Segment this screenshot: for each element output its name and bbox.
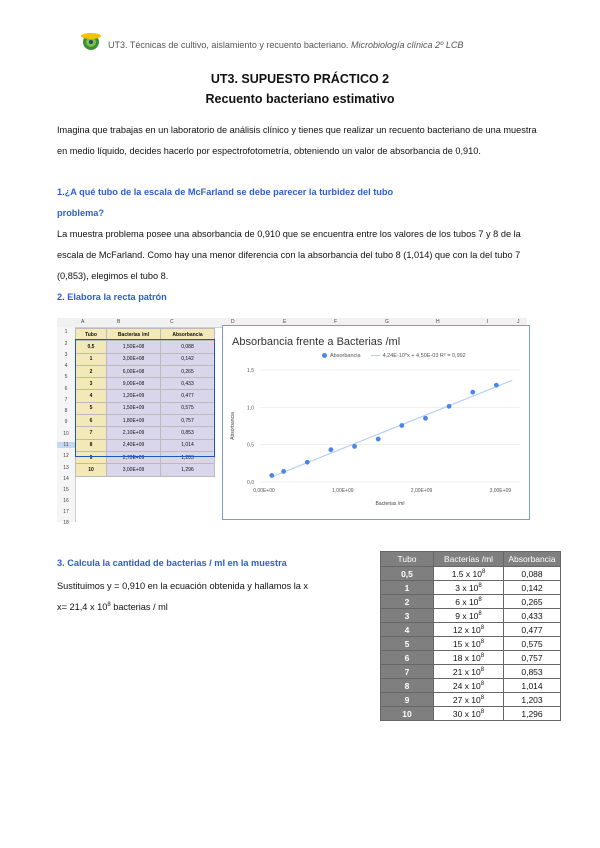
bacterias-exponent: 8 (481, 568, 486, 575)
sheet-cell[interactable]: 2,40E+09 (107, 439, 161, 451)
sheet-cell[interactable]: 6,00E+08 (107, 365, 161, 377)
col-G: G (385, 319, 389, 325)
sheet-cell[interactable]: 1 (76, 353, 107, 365)
mcfarland-bacterias (434, 637, 504, 651)
mcfarland-absorbancia: 0,575 (504, 637, 561, 651)
sheet-cell[interactable]: 3,00E+08 (107, 353, 161, 365)
mcfarland-absorbancia: 0,433 (504, 609, 561, 623)
row-6: 6 (64, 386, 68, 392)
header-text: UT3. Técnicas de cultivo, aislamiento y recuento bacteriano. (108, 40, 349, 50)
x-tick-label: 0,00E+00 (253, 488, 275, 494)
sheet-cell[interactable]: 9 (76, 451, 107, 463)
sheet-cell[interactable]: 3,00E+09 (107, 464, 161, 476)
row-18: 18 (63, 520, 69, 526)
col-E: E (283, 319, 287, 325)
mcfarland-row (381, 609, 561, 623)
question-1-line-2: problema? (57, 208, 104, 218)
bacterias-exponent: 8 (480, 694, 485, 701)
col-H: H (436, 319, 440, 325)
mcfarland-bacterias (434, 609, 504, 623)
mcfarland-bacterias (434, 707, 504, 721)
bacterias-base: 6 x 10 (455, 596, 479, 607)
sheet-cell[interactable]: 1,50E+08 (107, 341, 161, 353)
mcfarland-bacterias (434, 595, 504, 609)
mcfarland-tubo: 4 (381, 623, 434, 637)
mcfarland-tubo: 0,5 (381, 567, 434, 581)
answer-3-value: x= 21,4 x 10 (57, 602, 108, 613)
sheet-cell[interactable]: 0,5 (76, 341, 107, 353)
mcfarland-tubo: 8 (381, 679, 434, 693)
x-axis-title: Bacterias /ml (375, 501, 405, 507)
bacterias-exponent: 8 (480, 666, 485, 673)
legend-trend: 4,24E-10*x + 4,50E-03 R² = 0,992 (382, 353, 466, 359)
data-point (281, 469, 286, 474)
data-point (447, 404, 452, 409)
legend-dot-icon (322, 353, 327, 358)
y-tick-label: 0,5 (247, 442, 254, 449)
mcfarland-tubo: 9 (381, 693, 434, 707)
row-10: 10 (63, 431, 69, 437)
col-C: C (170, 319, 174, 325)
mcfarland-absorbancia: 1,014 (504, 679, 561, 693)
sheet-cell[interactable]: 1,014 (161, 439, 215, 451)
mcfarland-tubo: 6 (381, 651, 434, 665)
mcfarland-absorbancia: 0,477 (504, 623, 561, 637)
row-5: 5 (64, 374, 68, 380)
row-13: 13 (63, 465, 69, 471)
x-tick-label: 1,00E+09 (332, 488, 354, 494)
mcfarland-tubo: 3 (381, 609, 434, 623)
mcfarland-bacterias (434, 665, 504, 679)
data-point (423, 416, 428, 421)
mcfarland-absorbancia: 1,296 (504, 707, 561, 721)
sheet-cell[interactable]: 4 (76, 390, 107, 402)
answer-3-unit: bacterias / ml (110, 602, 168, 613)
mcfarland-absorbancia: 0,853 (504, 665, 561, 679)
mcfarland-table (380, 551, 561, 721)
mcfarland-absorbancia: 0,142 (504, 581, 561, 595)
mcfarland-absorbancia: 0,265 (504, 595, 561, 609)
bacterias-exponent: 8 (478, 610, 482, 617)
spreadsheet-row-header (57, 327, 76, 526)
col-A: A (81, 319, 85, 325)
bacterias-exponent: 8 (478, 596, 482, 603)
answer-1-paragraph: La muestra problema posee una absorbancia de 0,910 que se encuentra entre los valores de los tubos 7 y 8 de la escala de McFarland. Como hay una menor diferencia con la absorbancia del tubo 8 (1,014) que con la del tubo 7 (0,853), elegimos el tubo 8. (57, 229, 521, 281)
bacterias-base: 27 x 10 (452, 694, 481, 705)
sheet-cell[interactable]: 1,80E+09 (107, 415, 161, 427)
mcfarland-row (381, 581, 561, 595)
bacterias-base: 18 x 10 (452, 652, 481, 663)
sheet-cell[interactable]: 0,142 (161, 353, 215, 365)
row-16: 16 (63, 498, 69, 504)
legend-line-icon (371, 355, 380, 356)
x-tick-label: 2,00E+09 (410, 488, 433, 494)
col-D: D (231, 319, 235, 325)
data-point (399, 423, 404, 428)
bacterias-exponent: 8 (478, 582, 482, 589)
mcfarland-tubo: 2 (381, 595, 434, 609)
mcfarland-bacterias (434, 567, 504, 581)
sheet-cell[interactable]: 0,853 (161, 427, 215, 439)
y-tick-label: 0,0 (247, 480, 254, 486)
mcfarland-header-bacterias: Bacterias /ml (434, 552, 504, 567)
bacterias-base: 12 x 10 (452, 624, 481, 635)
sheet-cell[interactable]: 8 (76, 439, 107, 451)
y-tick-label: 1,0 (247, 405, 254, 412)
data-point (329, 447, 334, 452)
col-B: B (117, 319, 121, 325)
sheet-cell[interactable]: 5 (76, 402, 107, 414)
col-J: J (517, 319, 520, 325)
data-point (305, 460, 310, 465)
bacterias-exponent: 8 (480, 708, 485, 715)
question-1-line-1: 1.¿A qué tubo de la escala de McFarland se debe parecer la turbidez del tubo (57, 187, 394, 197)
bacterias-base: 3 x 10 (455, 582, 479, 593)
col-F: F (334, 319, 338, 325)
sheet-cell[interactable]: 2,70E+09 (107, 451, 161, 463)
bacterias-exponent: 8 (480, 624, 485, 631)
intro-paragraph: Imagina que trabajas en un laboratorio de análisis clínico y tienes que realizar un recuento bacteriano de una muestra en medio líquido, decides hacerlo por espectrofotometría, obteniendo un valor de absorbancia de 0,910. (57, 125, 537, 156)
sheet-cell[interactable]: 6 (76, 415, 107, 427)
mcfarland-row (381, 567, 561, 581)
row-14: 14 (63, 476, 69, 482)
sheet-cell[interactable]: 7 (76, 427, 107, 439)
mcfarland-row (381, 595, 561, 609)
mcfarland-absorbancia: 0,757 (504, 651, 561, 665)
sheet-header-bacterias[interactable]: Bacterias /ml (107, 329, 161, 341)
data-point (494, 383, 499, 388)
chart-title: Absorbancia frente a Bacterias /ml (232, 336, 401, 348)
mcfarland-tubo: 5 (381, 637, 434, 651)
mcfarland-bacterias (434, 651, 504, 665)
row-9: 9 (64, 419, 68, 425)
bacterias-exponent: 8 (480, 638, 485, 645)
sheet-cell[interactable]: 1,50E+09 (107, 402, 161, 414)
question-2: 2. Elabora la recta patrón (57, 292, 167, 302)
y-tick-label: 1,5 (247, 368, 254, 374)
legend-series: Absorbancia (330, 353, 361, 359)
sheet-cell[interactable]: 1,203 (161, 451, 215, 463)
answer-3-exponent: 8 (107, 602, 111, 608)
sheet-cell[interactable]: 0,088 (161, 341, 215, 353)
mcfarland-row (381, 679, 561, 693)
answer-3-line-2 (57, 602, 168, 612)
sheet-cell[interactable]: 9,00E+08 (107, 378, 161, 390)
sheet-cell[interactable]: 0,575 (161, 402, 215, 414)
mcfarland-bacterias (434, 581, 504, 595)
mcfarland-bacterias (434, 679, 504, 693)
scatter-chart (222, 360, 528, 518)
row-2: 2 (64, 341, 68, 347)
bacterias-base: 15 x 10 (452, 638, 481, 649)
data-point (269, 473, 274, 478)
mcfarland-absorbancia: 0,088 (504, 567, 561, 581)
mcfarland-tubo: 7 (381, 665, 434, 679)
mcfarland-row (381, 707, 561, 721)
sheet-header-absorbancia[interactable]: Absorbancia (161, 329, 215, 341)
row-1: 1 (64, 329, 68, 335)
y-axis-title: Absorbancia (230, 412, 236, 440)
chart-legend (322, 353, 466, 359)
sheet-cell[interactable]: 2,10E+09 (107, 427, 161, 439)
cell-selection-outline (75, 339, 215, 457)
mcfarland-absorbancia: 1,203 (504, 693, 561, 707)
sheet-cell[interactable]: 2 (76, 365, 107, 377)
row-3: 3 (64, 352, 68, 358)
sheet-cell[interactable]: 0,757 (161, 415, 215, 427)
data-point (470, 390, 475, 395)
bacterias-base: 21 x 10 (452, 666, 481, 677)
mcfarland-tubo: 10 (381, 707, 434, 721)
bacterias-base: 9 x 10 (455, 610, 479, 621)
mcfarland-tubo: 1 (381, 581, 434, 595)
mcfarland-row (381, 665, 561, 679)
sheet-cell[interactable]: 1,20E+09 (107, 390, 161, 402)
row-17: 17 (63, 509, 69, 515)
mcfarland-bacterias (434, 623, 504, 637)
row-7: 7 (64, 397, 68, 403)
sheet-cell[interactable]: 0,433 (161, 378, 215, 390)
mcfarland-row (381, 623, 561, 637)
data-point (376, 437, 381, 442)
sheet-cell[interactable]: 10 (76, 464, 107, 476)
mcfarland-header-tubo: Tubo (381, 552, 434, 567)
sheet-cell[interactable]: 3 (76, 378, 107, 390)
mcfarland-row (381, 651, 561, 665)
header-italic: Microbiología clínica 2º LCB (350, 40, 464, 50)
answer-3-line-1: Sustituimos y = 0,910 en la ecuación obtenida y hallamos la x (57, 581, 309, 591)
row-12: 12 (63, 453, 69, 459)
mcfarland-row (381, 693, 561, 707)
page-subtitle: Recuento bacteriano estimativo (205, 92, 395, 106)
row-8: 8 (64, 408, 68, 414)
page-title: UT3. SUPUESTO PRÁCTICO 2 (210, 72, 390, 86)
bacterias-base: 1.5 x 10 (451, 568, 482, 579)
sheet-cell[interactable]: 0,265 (161, 365, 215, 377)
sheet-cell[interactable]: 1,296 (161, 464, 215, 476)
x-tick-label: 3,00E+09 (489, 488, 512, 494)
school-logo-icon (80, 30, 102, 52)
bacterias-exponent: 8 (480, 680, 485, 687)
row-15: 15 (63, 487, 69, 493)
sheet-row (76, 464, 215, 476)
sheet-header-tubo[interactable]: Tubo (76, 329, 107, 341)
mcfarland-header-absorbancia: Absorbancia (504, 552, 561, 567)
sheet-cell[interactable]: 0,477 (161, 390, 215, 402)
data-point (352, 444, 357, 449)
bacterias-base: 24 x 10 (452, 680, 481, 691)
question-3: 3. Calcula la cantidad de bacterias / ml en la muestra (57, 558, 287, 568)
row-4: 4 (64, 363, 68, 369)
mcfarland-row (381, 637, 561, 651)
row-11: 11 (57, 442, 75, 448)
bacterias-exponent: 8 (480, 652, 485, 659)
mcfarland-header-row (381, 552, 561, 567)
mcfarland-bacterias (434, 693, 504, 707)
bacterias-base: 30 x 10 (452, 708, 481, 719)
page-header (108, 40, 463, 50)
col-I: I (487, 319, 489, 325)
